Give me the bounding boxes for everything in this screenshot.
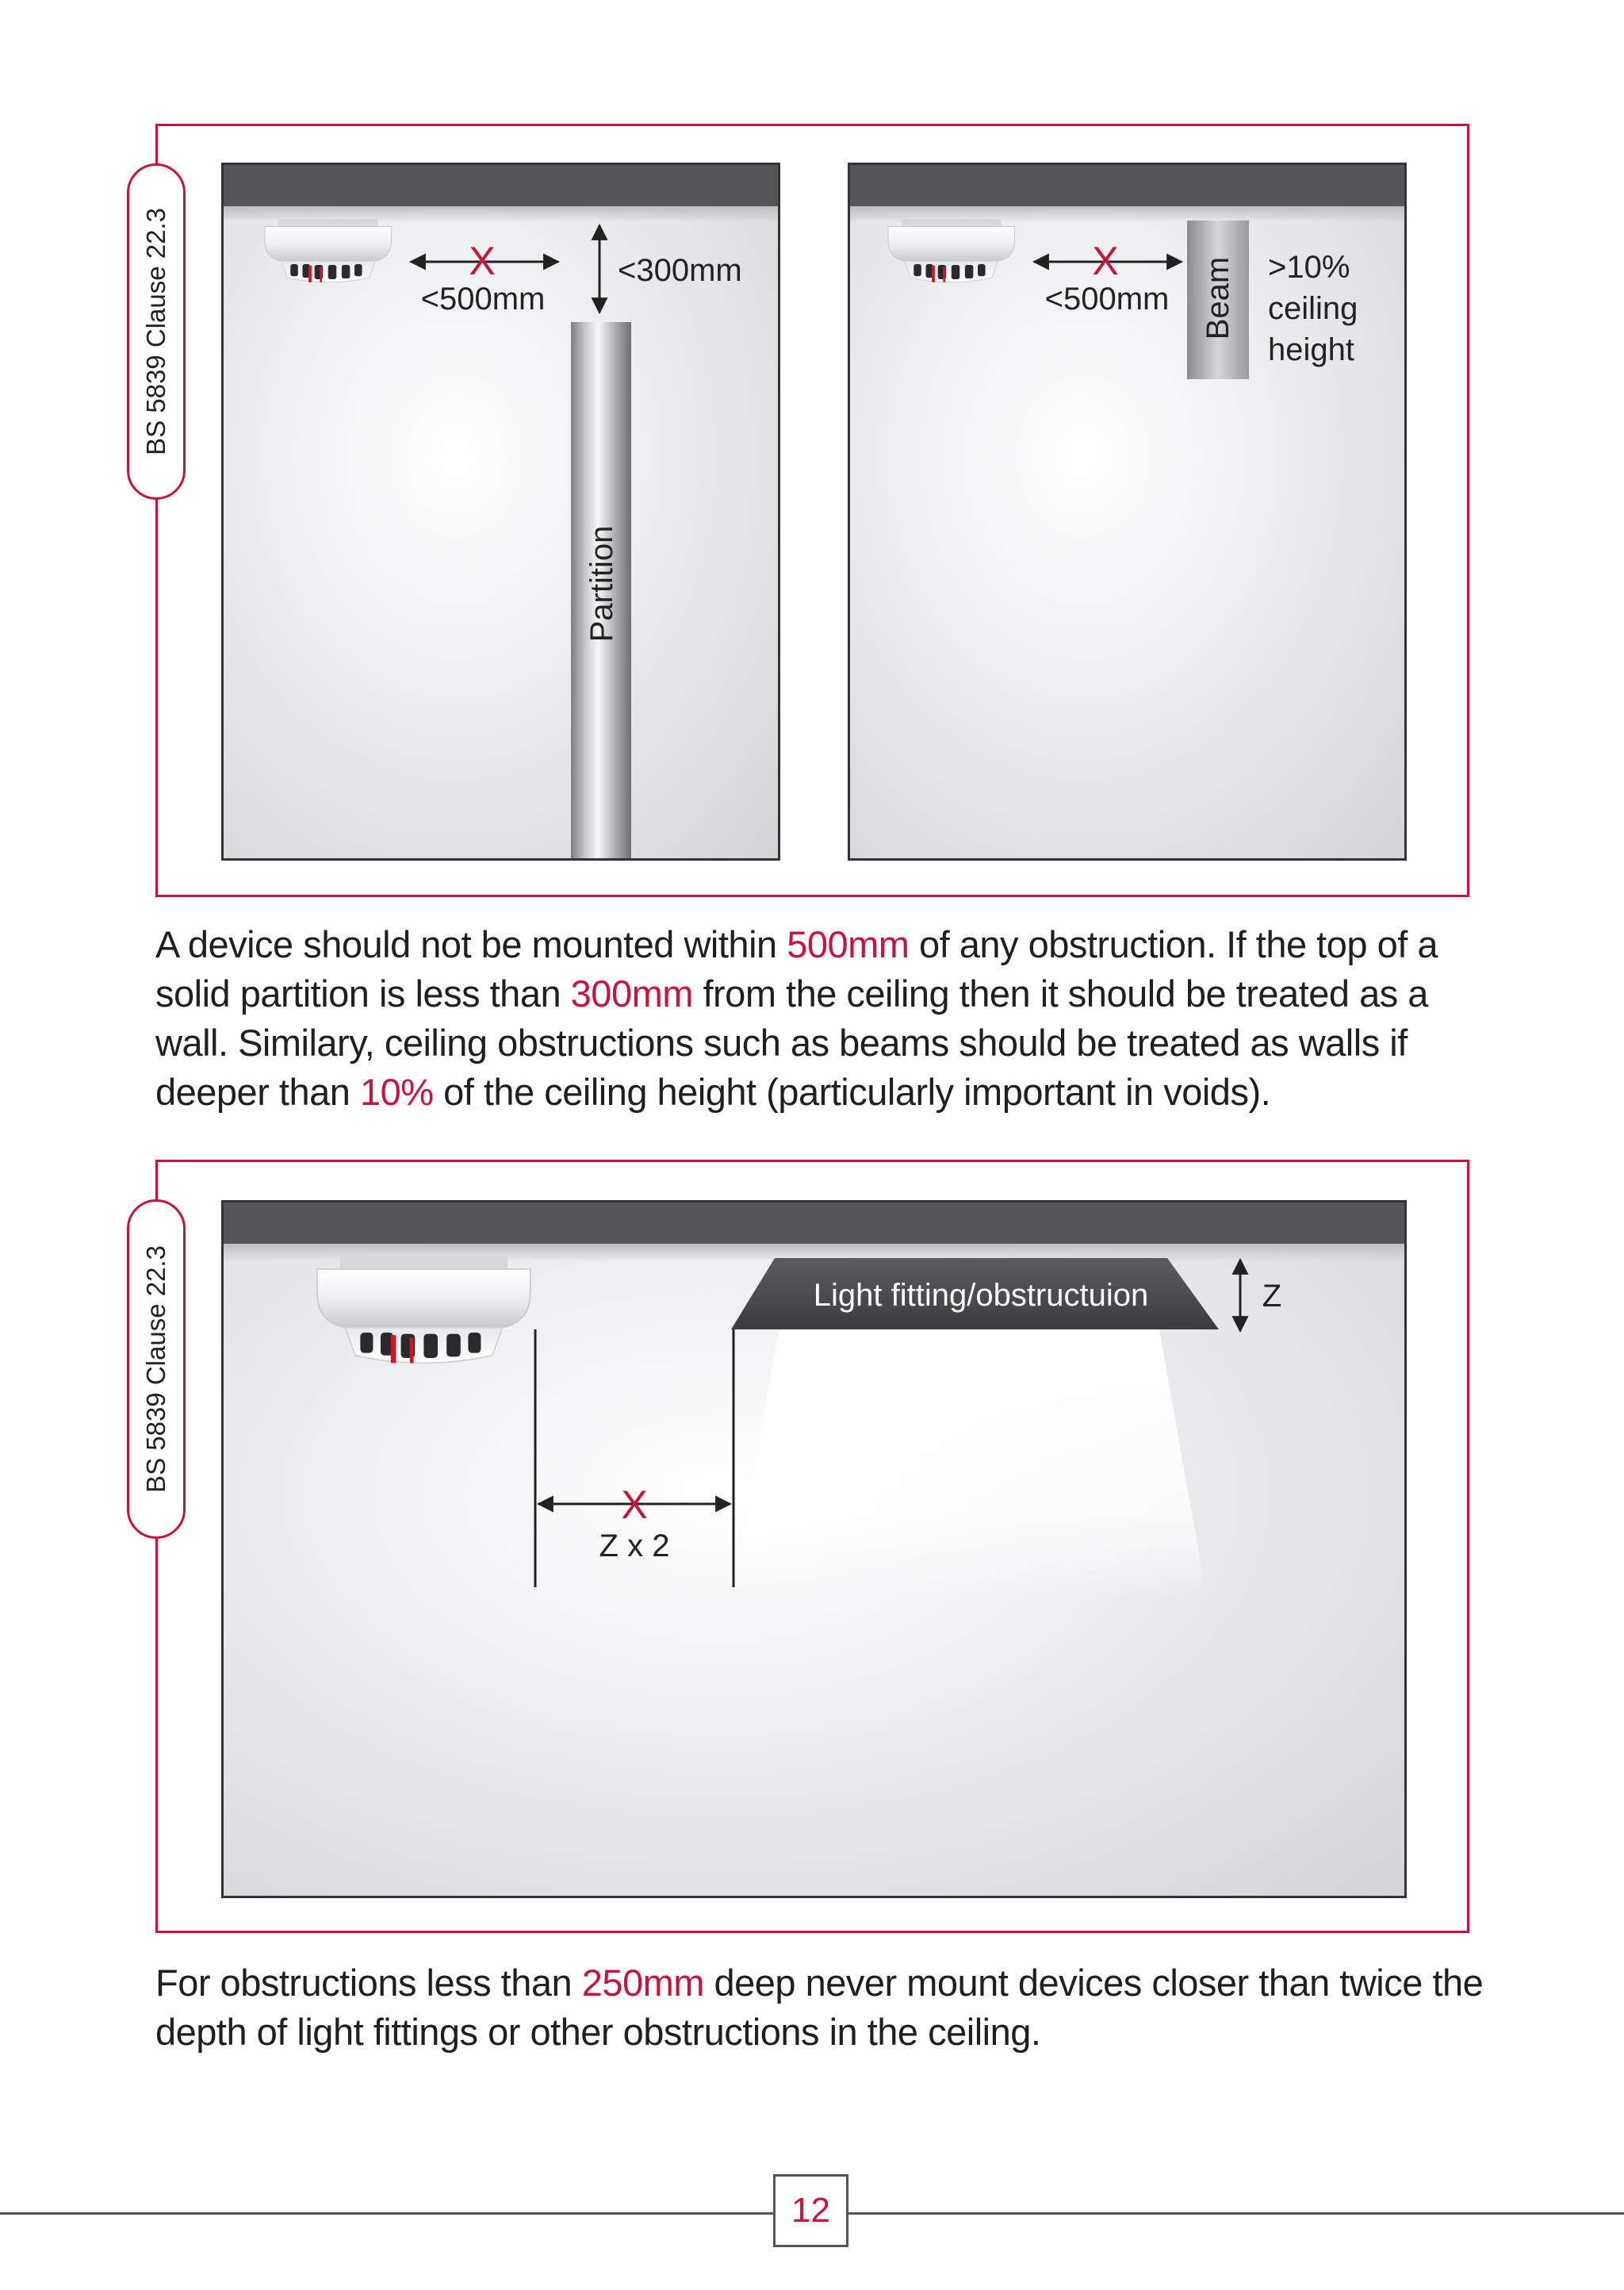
page-number: 12 xyxy=(773,2174,848,2247)
partition-label: Partition xyxy=(584,525,619,643)
partition-diagram xyxy=(224,165,780,861)
x-marker: X xyxy=(621,1483,648,1527)
room-partition xyxy=(221,163,780,861)
room-beam xyxy=(848,163,1407,861)
footer-rule-right xyxy=(848,2212,1624,2215)
beam-depth-line-2: ceiling xyxy=(1268,291,1358,326)
smoke-detector-icon xyxy=(317,1256,530,1363)
bottom-diagram-frame xyxy=(155,1160,1469,1933)
light-fitting-diagram xyxy=(224,1203,1407,1898)
clause-label: BS 5839 Clause 22.3 xyxy=(141,208,170,455)
smoke-detector-icon xyxy=(265,219,392,282)
room-light-fitting xyxy=(221,1200,1407,1898)
spacing-label: Z x 2 xyxy=(599,1529,670,1563)
highlight-250mm: 250mm xyxy=(581,1962,704,2004)
top-diagram-frame xyxy=(155,124,1469,897)
depth-label: <300mm xyxy=(618,253,742,288)
paragraph-obstruction-spacing: For obstructions less than 250mm deep never mount devices closer than twice the depth of light fittings or other obstructions in the ceiling. xyxy=(155,1962,1484,2053)
smoke-detector-icon xyxy=(888,219,1015,282)
distance-label: <500mm xyxy=(1044,282,1170,316)
distance-label: <500mm xyxy=(420,282,546,316)
beam-label: Beam xyxy=(1201,256,1235,340)
x-marker: X xyxy=(1092,239,1119,283)
beam-depth-line-1: >10% xyxy=(1268,250,1350,285)
beam-diagram xyxy=(850,165,1407,861)
fitting-label: Light fitting/obstructuion xyxy=(813,1278,1149,1313)
clause-tab xyxy=(127,1199,186,1539)
highlight-500mm: 500mm xyxy=(787,923,910,965)
paragraph-obstruction-rules: A device should not be mounted within 500mm of any obstruction. If the top of a solid partition is less than 300mm from the ceiling then it should be treated as a wall. Similary, ceiling obstructions such as beams should be treated as walls if deeper than 10% of the ceiling height (particularly important in voids). xyxy=(155,923,1438,1113)
clause-label: BS 5839 Clause 22.3 xyxy=(141,1245,170,1493)
clause-tab xyxy=(127,163,186,500)
footer-rule-left xyxy=(0,2212,773,2215)
x-marker: X xyxy=(469,239,496,283)
light-beam xyxy=(731,1329,1207,1599)
highlight-300mm: 300mm xyxy=(570,972,693,1015)
highlight-10-percent: 10% xyxy=(359,1071,434,1113)
z-label: Z xyxy=(1262,1279,1282,1314)
beam-depth-line-3: height xyxy=(1268,332,1354,367)
